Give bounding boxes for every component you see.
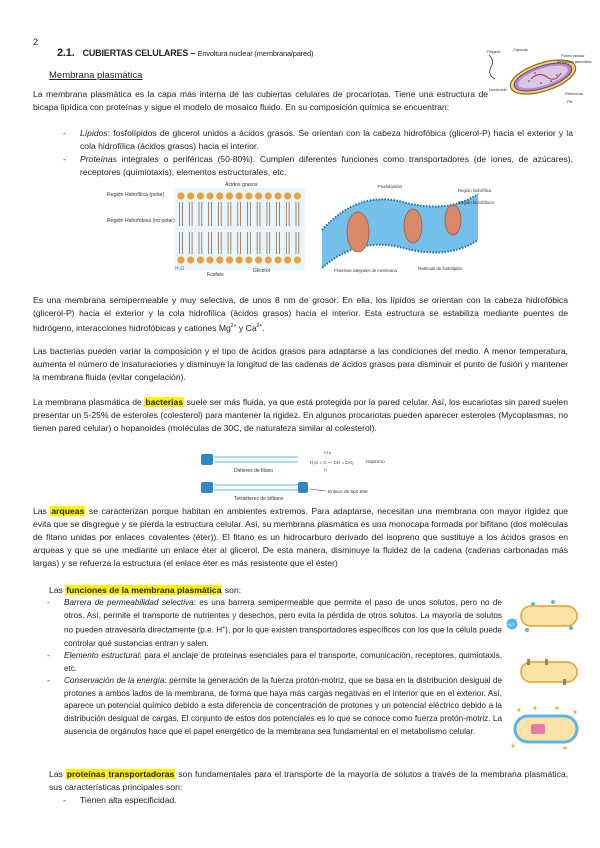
- fluid-mosaic-figure: [318, 180, 494, 280]
- cell-label: Ribosoma: [565, 91, 584, 96]
- cell-label: Pared celular: [561, 53, 585, 58]
- mosaic-label: Proteínas integrales de membrana: [334, 268, 397, 273]
- text: suele ser más fluida, ya que está protegida por la pared celular. Así, los eucariotas sin pared suelen presentar un 5-25% de esteroles (colesterol) para mantener la rigidez. En algunos procariotas pueden aparecer esteroles (Mycoplasmas, no tienen pared celular) o hopanoides (moléculas de 30C, de naturaleza similar al colesterol).: [33, 397, 568, 433]
- integral-protein-shape: [445, 205, 461, 235]
- item-text: : para el anclaje de proteínas esenciales para el transporte, comunicación, receptores, quimiotaxis, etc.: [64, 651, 502, 673]
- lipid-bilayer-figure: [105, 182, 315, 278]
- intro-paragraph: La membrana plasmática es la capa más interna de las cubiertas celulares de procariotas. Tiene una estructura de bicapa lipídica con proteínas y sigue el modelo de mosaico fluido. En su composición química se encuentran:: [33, 89, 488, 112]
- lipid-head: [255, 192, 262, 199]
- bilayer-label: Glicerol: [253, 268, 270, 274]
- mosaic-label: Fosfolípidos: [378, 184, 403, 189]
- lipid-head: [187, 256, 194, 263]
- lipid-head: [207, 192, 214, 199]
- paragraph-fatty-acids: Las bacterias pueden variar la composición y el tipo de ácidos grasos para adaptarse a las condiciones del medio. A menor temperatura, aumenta el número de insaturaciones y disminuye la longitud de las cadenas de ácidos grasos para disminuir el punto de fusión y mantener la membrana fluida (evitar congelación).: [33, 346, 568, 382]
- lipid-head: [177, 192, 184, 199]
- formula-top: CH₃: [324, 450, 332, 455]
- paragraph-bacteria: [33, 396, 568, 435]
- archaea-label: Enlace de tipo éter: [328, 490, 369, 495]
- formula-bottom: H: [324, 467, 327, 472]
- list-item: [63, 127, 573, 153]
- lipid-head: [187, 192, 194, 199]
- transport-list: [63, 794, 563, 807]
- archaea-label: Diéteres de fitano: [234, 468, 274, 474]
- lipid-head: [274, 256, 281, 263]
- text: son:: [222, 585, 242, 595]
- prokaryotic-cell-figure: [485, 45, 592, 113]
- text: La membrana plasmática de: [33, 397, 145, 407]
- lipid-head: [236, 192, 243, 199]
- bilayer-label: Región Hidrofóbica (no polar): [107, 218, 175, 224]
- permeability-figure: [507, 600, 578, 632]
- cell-label: Membrana plasmática: [557, 60, 592, 64]
- bilayer-label: H₂O: [175, 266, 185, 272]
- highlight-arqueas: arqueas: [51, 506, 85, 516]
- list-item: [47, 675, 502, 738]
- integral-protein-shape: [347, 212, 369, 252]
- functions-list: [47, 597, 502, 738]
- isoprene-formula: H₂C = C — CH = CH₂: [310, 460, 354, 465]
- subsection-title: Membrana plasmática: [49, 70, 143, 81]
- lipid-head: [236, 256, 243, 263]
- item-text: : permite la generación de la fuerza protón-motriz, que se basa en la distribución desigual de protones a ambos lados de la membrana, de forma que haya más cargas negativas en el interior que en el exterior. Así, aparece un potencial químico debido a esta diferencia de concentración de protones y un potencial eléctrico debido a la distribución desigual de cargas. El conjunto de estos dos potenciales es lo que se conoce como fuerza protón-motriz. La ausencia de orgánulos hace que el papel energético de la membrana sea fundamental en el metabolismo celular.: [64, 676, 502, 736]
- functions-intro: [49, 584, 569, 597]
- lipid-head: [245, 256, 252, 263]
- mosaic-label: Molécula de fosfolípido: [418, 266, 462, 271]
- superscript: 2+: [256, 323, 263, 329]
- term: Barrera de permeabilidad selectiva: [64, 598, 194, 607]
- function-figures: [505, 600, 585, 760]
- lipid-head: [255, 256, 262, 263]
- lipid-head: [245, 192, 252, 199]
- composition-list: [63, 127, 573, 179]
- cell-label: Nucleoide: [489, 87, 507, 92]
- lipid-head: [226, 192, 233, 199]
- list-item: [63, 153, 573, 179]
- section-subtitle: Envoltura nuclear (membrana/pared): [197, 49, 314, 58]
- archaea-lipids-figure: [198, 449, 398, 501]
- lipid-head: [216, 192, 223, 199]
- term: Lípidos: [80, 128, 108, 138]
- lipid-head: [284, 256, 291, 263]
- archaea-label: Isopreno: [366, 460, 385, 465]
- text: y Ca: [236, 322, 257, 333]
- lipid-head: [265, 192, 272, 199]
- text: Las: [33, 506, 51, 516]
- text: Las: [49, 769, 66, 779]
- section-heading: [57, 47, 313, 59]
- lipid-head: [294, 256, 301, 263]
- list-item: [47, 650, 502, 675]
- cell-label: Flagelo: [487, 49, 501, 54]
- bilayer-label: Región Hidrofílica (polar): [107, 192, 165, 198]
- term: Conservación de la energía: [64, 676, 165, 686]
- text: Es una membrana semipermeable y muy selectiva, de unos 8 nm de grosor. En ella, los lípidos se orientan con la cabeza hidrofóbica (glicerol-P) hacia el exterior y la cola hidrofílica (ácidos grasos) hacia el interior. Esta estructura se estabiliza mediante puentes de hidrógeno, interacciones hidrofóbicas y cationes Mg: [33, 295, 568, 333]
- flagellum-icon: [489, 55, 495, 79]
- archaea-label: Tetraéteres de bifitano: [234, 496, 284, 502]
- structural-figure: [521, 659, 577, 685]
- section-number: 2.1.: [57, 47, 75, 59]
- text: .: [262, 322, 265, 333]
- superscript: +: [222, 625, 226, 632]
- text: se caracterizan porque habitan en ambientes extremos. Para adaptarse, necesitan una membrana con mayor rigidez que evita que se disgregue y se pierda la estructura celular. Así, su membrana plasmática es una monocapa formada por bifitano (dos moléculas de fitano unidas por enlaces covalentes (éter)). El fitano es un hidrocarburo derivado del isopreno que sustituye a los ácidos grasos en arqueas y que se une mediante un enlace éter al glicerol. De esta manera, disminuye la fluidez de la cadena (cadenas carbonadas más largas) y se refuerza la estructura (el enlace éter es más resistente que el éster): [33, 506, 569, 568]
- item-text: integrales o periféricas (50-80%). Cumplen diferentes funciones como transportadores (de iones, de azúcares), receptores (quimiotaxis), elementos estructurales, etc.: [80, 154, 573, 177]
- mosaic-label: Región hidrofóbica: [458, 200, 494, 205]
- lipid-head: [226, 256, 233, 263]
- highlight-transport: proteínas transportadoras: [66, 769, 175, 779]
- lipid-head: [177, 256, 184, 263]
- item-text: ), por lo que existen transportadores específicos con los que la célula puede controlar qué sustancias entran y salen.: [64, 625, 502, 648]
- text: Las: [49, 585, 66, 595]
- lipid-head: [216, 256, 223, 263]
- highlight-functions: funciones de la membrana plasmática: [66, 585, 222, 595]
- highlight-bacterias: bacterias: [145, 397, 184, 407]
- section-title: CUBIERTAS CELULARES –: [82, 48, 196, 58]
- list-item: [47, 597, 502, 650]
- term: Proteínas: [80, 154, 117, 164]
- lipid-head: [274, 192, 281, 199]
- integral-protein-shape: [404, 209, 422, 243]
- lipid-head: [197, 256, 204, 263]
- term: Elemento estructural: [64, 651, 140, 661]
- item-text: : fosfolípidos de glicerol unidos a ácidos grasos. Se orientan con la cabeza hidrofóbica (glicerol-P) hacia el exterior y la cola hidrofílica (ácidos grasos) hacia el interior.: [80, 128, 573, 151]
- bilayer-label: Ácidos grasos: [225, 182, 258, 188]
- cell-label: Pili: [567, 99, 573, 104]
- list-item: - Tienen alta especificidad.: [63, 794, 563, 807]
- cell-label: Cápsula: [513, 47, 528, 52]
- bilayer-label: Fosfato: [207, 272, 224, 278]
- item-text: : es una barrera semipermeable que permite el paso de unos solutos, pero no de otros. Así, permite el transporte de nutrientes y desechos, pero evita la pérdida de otros solutos. La mayoría de solutos no pueden atravesarla directamente (p.e. H: [64, 598, 502, 635]
- superscript: 2+: [230, 323, 237, 329]
- text: son fundamentales para el transporte de la mayoría de solutos a través de la membrana plasmática, sus características principales son:: [49, 769, 569, 792]
- lipid-head: [197, 192, 204, 199]
- lipid-head: [265, 256, 272, 263]
- water-label: H₂O: [507, 623, 515, 627]
- paragraph-membrane-properties: [33, 294, 568, 335]
- paragraph-transport-proteins: [49, 768, 568, 794]
- lipid-head: [294, 192, 301, 199]
- energy-figure: [511, 706, 577, 749]
- page-number: 2: [33, 37, 39, 47]
- lipid-head: [207, 256, 214, 263]
- paragraph-archaea: [33, 505, 568, 570]
- mosaic-label: Región hidrofílica: [458, 188, 492, 193]
- lipid-head: [284, 192, 291, 199]
